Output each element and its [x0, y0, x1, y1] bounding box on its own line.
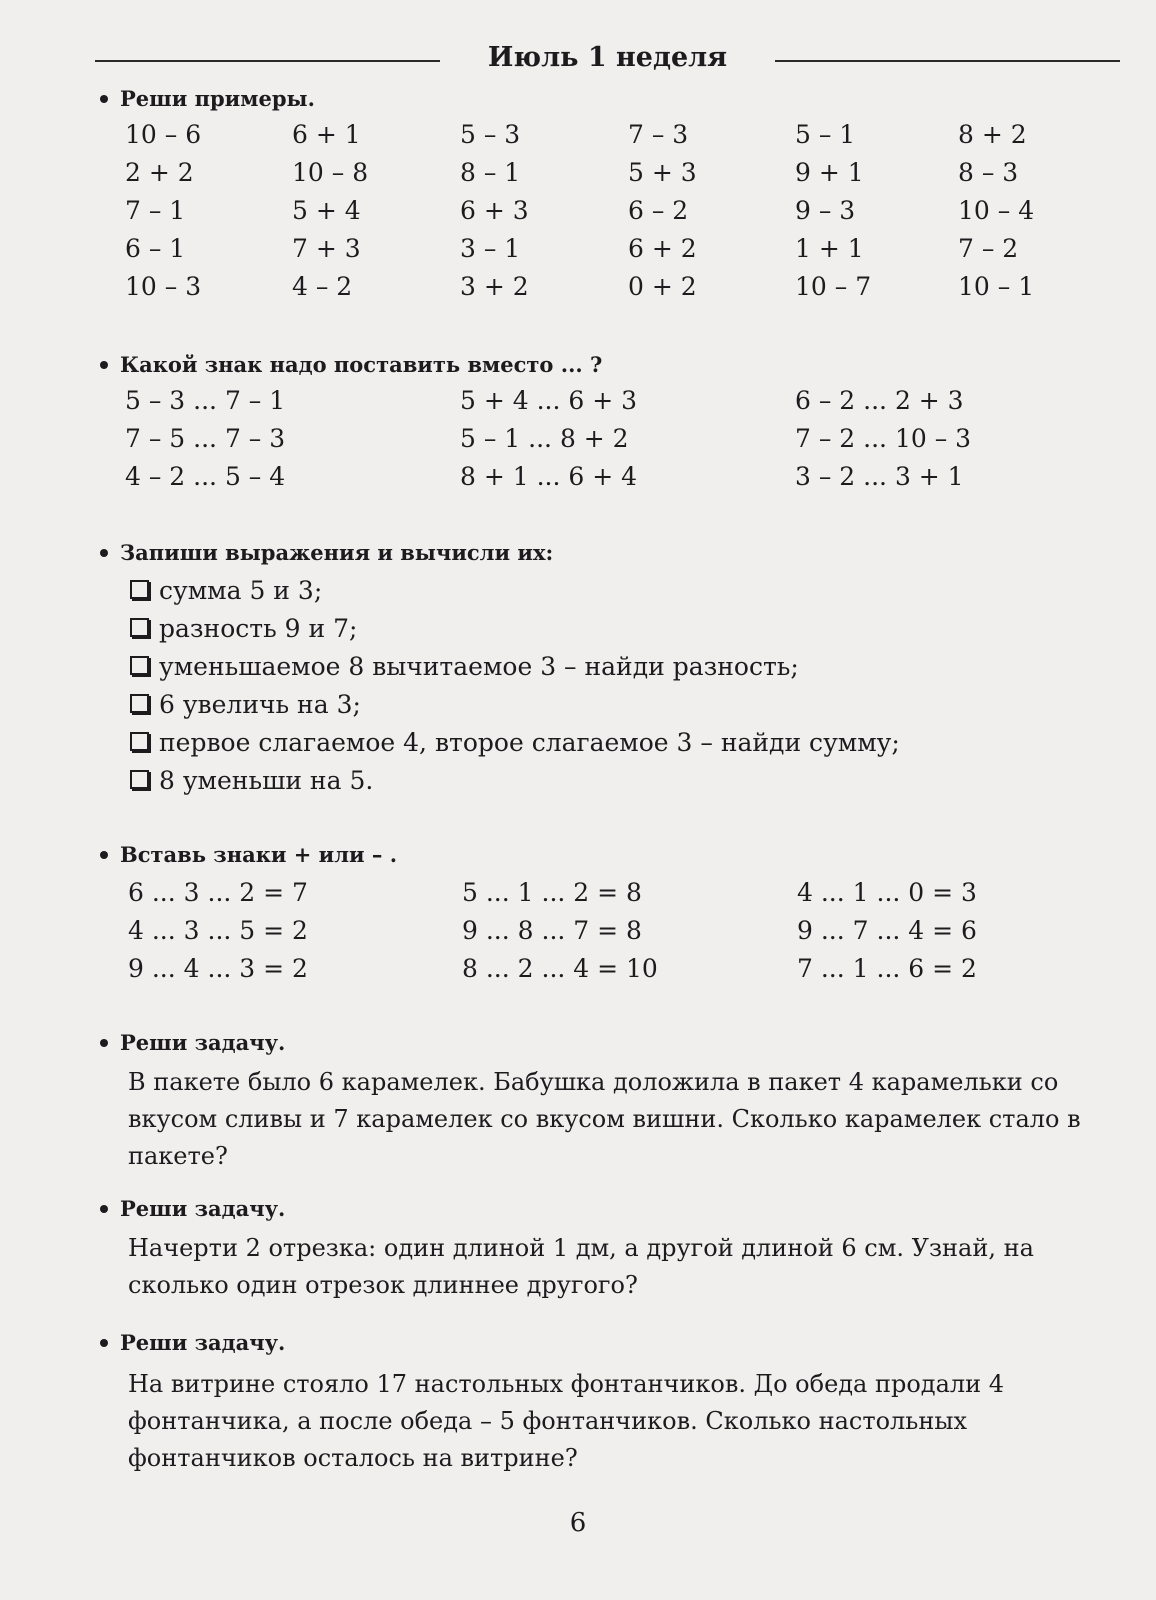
- compare-row: [0, 462, 1156, 498]
- section-title-signs: Вставь знаки + или – .: [100, 842, 397, 867]
- section-title-compare: Какой знак надо поставить вместо ... ?: [100, 352, 602, 377]
- compare-item: 7 – 2 ... 10 – 3: [795, 424, 972, 453]
- checkbox-icon: [130, 732, 149, 751]
- example: 10 – 3: [125, 272, 202, 301]
- bullet-icon: [100, 1339, 108, 1347]
- signs-item: 4 ... 3 ... 5 = 2: [128, 916, 308, 945]
- compare-item: 7 – 5 ... 7 – 3: [125, 424, 286, 453]
- compare-item: 4 – 2 ... 5 – 4: [125, 462, 286, 491]
- example: 2 + 2: [125, 158, 194, 187]
- bullet-icon: [100, 1039, 108, 1047]
- task2-text: Начерти 2 отрезка: один длиной 1 дм, а другой длиной 6 см. Узнай, на сколько один отрезок длиннее другого?: [128, 1234, 1034, 1299]
- signs-item: 9 ... 8 ... 7 = 8: [462, 916, 642, 945]
- signs-item: 9 ... 7 ... 4 = 6: [797, 916, 977, 945]
- header-rule-right: [775, 60, 1120, 62]
- example: 3 + 2: [460, 272, 529, 301]
- example: 6 – 1: [125, 234, 186, 263]
- signs-item: 9 ... 4 ... 3 = 2: [128, 954, 308, 983]
- example: 6 + 3: [460, 196, 529, 225]
- example: 8 – 3: [958, 158, 1019, 187]
- example: 10 – 1: [958, 272, 1035, 301]
- example: 4 – 2: [292, 272, 353, 301]
- example: 9 + 1: [795, 158, 864, 187]
- section-title-task1: Реши задачу.: [100, 1030, 285, 1055]
- signs-row: [0, 878, 1156, 914]
- example: 8 + 2: [958, 120, 1027, 149]
- signs-item: 8 ... 2 ... 4 = 10: [462, 954, 658, 983]
- example: 8 – 1: [460, 158, 521, 187]
- signs-row: [0, 954, 1156, 990]
- checkbox-icon: [130, 580, 149, 599]
- example: 0 + 2: [628, 272, 697, 301]
- section-title-task3: Реши задачу.: [100, 1330, 285, 1355]
- expression-item: 6 увеличь на 3;: [130, 690, 361, 719]
- compare-item: 6 – 2 ... 2 + 3: [795, 386, 964, 415]
- bullet-icon: [100, 549, 108, 557]
- example: 10 – 7: [795, 272, 872, 301]
- expression-item: разность 9 и 7;: [130, 614, 357, 643]
- bullet-icon: [100, 851, 108, 859]
- signs-item: 4 ... 1 ... 0 = 3: [797, 878, 977, 907]
- example: 7 – 2: [958, 234, 1019, 263]
- example: 7 – 3: [628, 120, 689, 149]
- compare-row: [0, 424, 1156, 460]
- example: 3 – 1: [460, 234, 521, 263]
- signs-row: [0, 916, 1156, 952]
- bullet-icon: [100, 361, 108, 369]
- example: 5 + 3: [628, 158, 697, 187]
- page-number: 6: [569, 1508, 587, 1538]
- task1-text: В пакете было 6 карамелек. Бабушка доложила в пакет 4 карамельки со вкусом сливы и 7 карамелек со вкусом вишни. Сколько карамелек стало в пакете?: [128, 1068, 1081, 1170]
- example: 10 – 6: [125, 120, 202, 149]
- compare-item: 5 + 4 ... 6 + 3: [460, 386, 638, 415]
- example: 7 – 1: [125, 196, 186, 225]
- expression-item: уменьшаемое 8 вычитаемое 3 – найди разность;: [130, 652, 799, 681]
- compare-item: 5 – 3 ... 7 – 1: [125, 386, 286, 415]
- compare-row: [0, 386, 1156, 422]
- checkbox-icon: [130, 656, 149, 675]
- task3-text: На витрине стояло 17 настольных фонтанчиков. До обеда продали 4 фонтанчика, а после обеда – 5 фонтанчиков. Сколько настольных фонтанчиков осталось на витрине?: [128, 1370, 1005, 1472]
- checkbox-icon: [130, 694, 149, 713]
- example-row: [0, 120, 1156, 156]
- example-row: [0, 234, 1156, 270]
- example: 6 + 1: [292, 120, 361, 149]
- bullet-icon: [100, 1205, 108, 1213]
- example: 1 + 1: [795, 234, 864, 263]
- section-title-expressions: Запиши выражения и вычисли их:: [100, 540, 553, 565]
- example: 5 + 4: [292, 196, 361, 225]
- expression-item: первое слагаемое 4, второе слагаемое 3 – найди сумму;: [130, 728, 900, 757]
- example: 6 + 2: [628, 234, 697, 263]
- compare-item: 3 – 2 ... 3 + 1: [795, 462, 964, 491]
- checkbox-icon: [130, 618, 149, 637]
- compare-item: 5 – 1 ... 8 + 2: [460, 424, 629, 453]
- bullet-icon: [100, 95, 108, 103]
- signs-item: 5 ... 1 ... 2 = 8: [462, 878, 642, 907]
- compare-item: 8 + 1 ... 6 + 4: [460, 462, 638, 491]
- page-title: Июль 1 неделя: [487, 42, 728, 73]
- example: 10 – 4: [958, 196, 1035, 225]
- example: 5 – 1: [795, 120, 856, 149]
- example: 10 – 8: [292, 158, 369, 187]
- example-row: [0, 196, 1156, 232]
- signs-item: 7 ... 1 ... 6 = 2: [797, 954, 977, 983]
- section-title-solve: Реши примеры.: [100, 86, 315, 111]
- example: 6 – 2: [628, 196, 689, 225]
- page-header: [95, 42, 1120, 74]
- example-row: [0, 272, 1156, 308]
- example: 5 – 3: [460, 120, 521, 149]
- example: 7 + 3: [292, 234, 361, 263]
- signs-item: 6 ... 3 ... 2 = 7: [128, 878, 308, 907]
- checkbox-icon: [130, 770, 149, 789]
- example: 9 – 3: [795, 196, 856, 225]
- expression-item: сумма 5 и 3;: [130, 576, 322, 605]
- example-row: [0, 158, 1156, 194]
- expression-item: 8 уменьши на 5.: [130, 766, 373, 795]
- section-title-task2: Реши задачу.: [100, 1196, 285, 1221]
